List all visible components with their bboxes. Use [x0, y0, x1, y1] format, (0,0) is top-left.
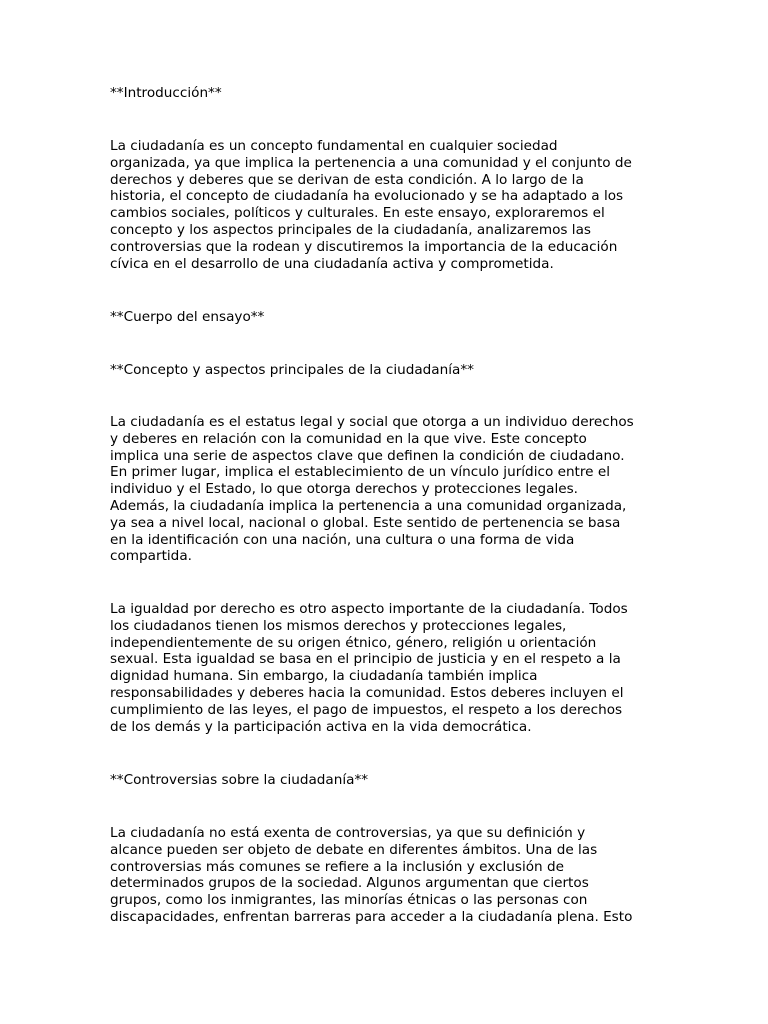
heading-controversies: **Controversias sobre la ciudadanía**	[110, 772, 369, 788]
heading-introduction: **Introducción**	[110, 85, 222, 101]
paragraph-introduction: La ciudadanía es un concepto fundamental en cualquier sociedad organizada, ya que implica la pertenencia a una comunidad y el conjunto de derechos y deberes que se derivan de esta condición. A lo largo de la historia, el concepto de ciudadanía ha evolucionado y se ha adaptado a los cambios sociales, políticos y culturales. En este ensayo, exploraremos el concepto y los aspectos principales de la ciudadanía, analizaremos las controversias que la rodean y discutiremos la importancia de la educación cívica en el desarrollo de una ciudadanía activa y comprometida.	[110, 138, 632, 272]
heading-essay-body: **Cuerpo del ensayo**	[110, 309, 265, 325]
heading-concept: **Concepto y aspectos principales de la ciudadanía**	[110, 362, 474, 378]
paragraph-controversies: La ciudadanía no está exenta de controversias, ya que su definición y alcance pueden ser objeto de debate en diferentes ámbitos. Una de las controversias más comunes se refiere a la inclusión y exclusión de determinados grupos de la sociedad. Algunos argumentan que ciertos grupos, como los inmigrantes, las minorías étnicas o las personas con discapacidades, enfrentan barreras para acceder a la ciudadanía plena. Esto	[110, 825, 633, 925]
paragraph-equality: La igualdad por derecho es otro aspecto importante de la ciudadanía. Todos los ciudadanos tienen los mismos derechos y protecciones legales, independientemente de su origen étnico, género, religión u orientación sexual. Esta igualdad se basa en el principio de justicia y en el respeto a la dignidad humana. Sin embargo, la ciudadanía también implica responsabilidades y deberes hacia la comunidad. Estos deberes incluyen el cumplimiento de las leyes, el pago de impuestos, el respeto a los derechos de los demás y la participación activa en la vida democrática.	[110, 601, 628, 735]
paragraph-concept: La ciudadanía es el estatus legal y social que otorga a un individuo derechos y deberes en relación con la comunidad en la que vive. Este concepto implica una serie de aspectos clave que definen la condición de ciudadano. En primer lugar, implica el establecimiento de un vínculo jurídico entre el individuo y el Estado, lo que otorga derechos y protecciones legales. Además, la ciudadanía implica la pertenencia a una comunidad organizada, ya sea a nivel local, nacional o global. Este sentido de pertenencia se basa en la identificación con una nación, una cultura o una forma de vida compartida.	[110, 414, 634, 565]
